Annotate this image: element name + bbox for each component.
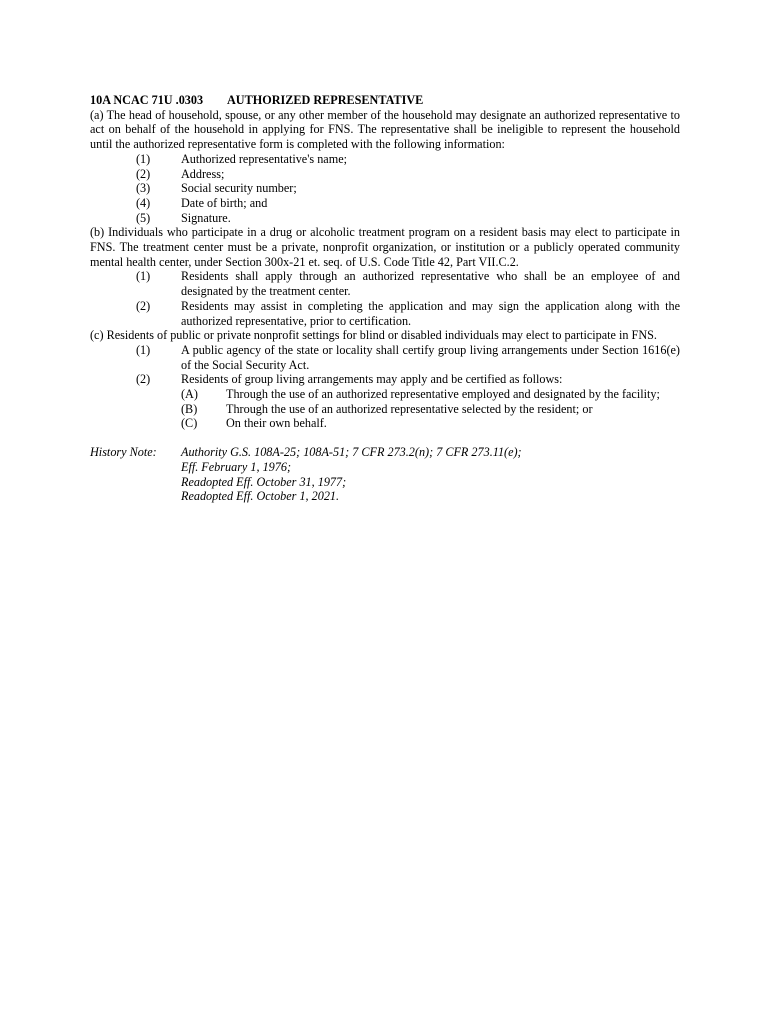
item-number: (1): [136, 151, 151, 166]
section-a-item: [90, 167, 680, 182]
history-line-effective: Eff. February 1, 1976;: [181, 459, 292, 474]
item-number: (2): [136, 372, 151, 387]
rule-name: AUTHORIZED REPRESENTATIVE: [227, 93, 424, 107]
rule-code: 10A NCAC 71U .0303: [90, 93, 204, 107]
section-c-item: [90, 343, 680, 372]
history-line-readopted: Readopted Eff. October 31, 1977;: [181, 474, 347, 489]
section-c-text: (c) Residents of public or private nonprofit settings for blind or disabled individuals may elect to participate in FNS.: [90, 328, 657, 343]
subitem-letter: (C): [181, 416, 198, 431]
section-b-item: [90, 299, 680, 328]
section-a-item: [90, 211, 680, 226]
subitem-letter: (A): [181, 387, 198, 402]
item-number: (2): [136, 166, 151, 181]
item-number: (2): [136, 298, 151, 313]
item-number: (3): [136, 181, 151, 196]
section-c-item: [90, 372, 680, 387]
history-line-authority: Authority G.S. 108A-25; 108A-51; 7 CFR 273.2(n); 7 CFR 273.11(e);: [181, 445, 522, 460]
rule-content: [90, 93, 680, 504]
section-c-subitem: [90, 402, 680, 417]
item-text: Authorized representative's name;: [181, 151, 347, 166]
section-a-item: [90, 181, 680, 196]
history-line-readopted: Readopted Eff. October 1, 2021.: [181, 489, 340, 504]
item-number: (4): [136, 195, 151, 210]
section-a-text: (a) The head of household, spouse, or any other member of the household may designate an authorized representative to act on behalf of the household in applying for FNS. The representative shall be ineligible to represent the household until the authorized representative form is completed with the following information:: [90, 107, 680, 152]
history-note: [90, 445, 680, 504]
subitem-letter: (B): [181, 401, 198, 416]
item-text: A public agency of the state or locality shall certify group living arrangements under Section 1616(e) of the Social Security Act.: [181, 342, 680, 372]
item-text: Social security number;: [181, 181, 297, 196]
subitem-text: Through the use of an authorized representative employed and designated by the facility;: [226, 387, 660, 402]
item-text: Address;: [181, 166, 225, 181]
history-note-label: History Note:: [90, 445, 157, 460]
section-a-item: [90, 196, 680, 211]
item-number: (1): [136, 269, 151, 284]
section-b-text: (b) Individuals who participate in a drug or alcoholic treatment program on a resident basis may elect to participate in FNS. The treatment center must be a private, nonprofit organization, or institution or a publicly operated community mental health center, under Section 300x-21 et. seq. of U.S. Code Title 42, Part VII.C.2.: [90, 225, 680, 269]
item-text: Residents shall apply through an authorized representative who shall be an employee of and designated by the treatment center.: [181, 269, 680, 299]
section-b-item: [90, 269, 680, 298]
item-number: (5): [136, 210, 151, 225]
subitem-text: Through the use of an authorized representative selected by the resident; or: [226, 401, 593, 416]
rule-title: [90, 93, 680, 108]
section-c-subitem: [90, 416, 680, 431]
item-text: Residents may assist in completing the application and may sign the application along with the authorized representative, prior to certification.: [181, 298, 680, 328]
subitem-text: On their own behalf.: [226, 416, 327, 431]
item-text: Residents of group living arrangements may apply and be certified as follows:: [181, 372, 563, 387]
item-text: Signature.: [181, 210, 231, 225]
section-c-subitem: [90, 387, 680, 402]
item-text: Date of birth; and: [181, 195, 268, 210]
item-number: (1): [136, 342, 151, 357]
section-a-item: [90, 152, 680, 167]
